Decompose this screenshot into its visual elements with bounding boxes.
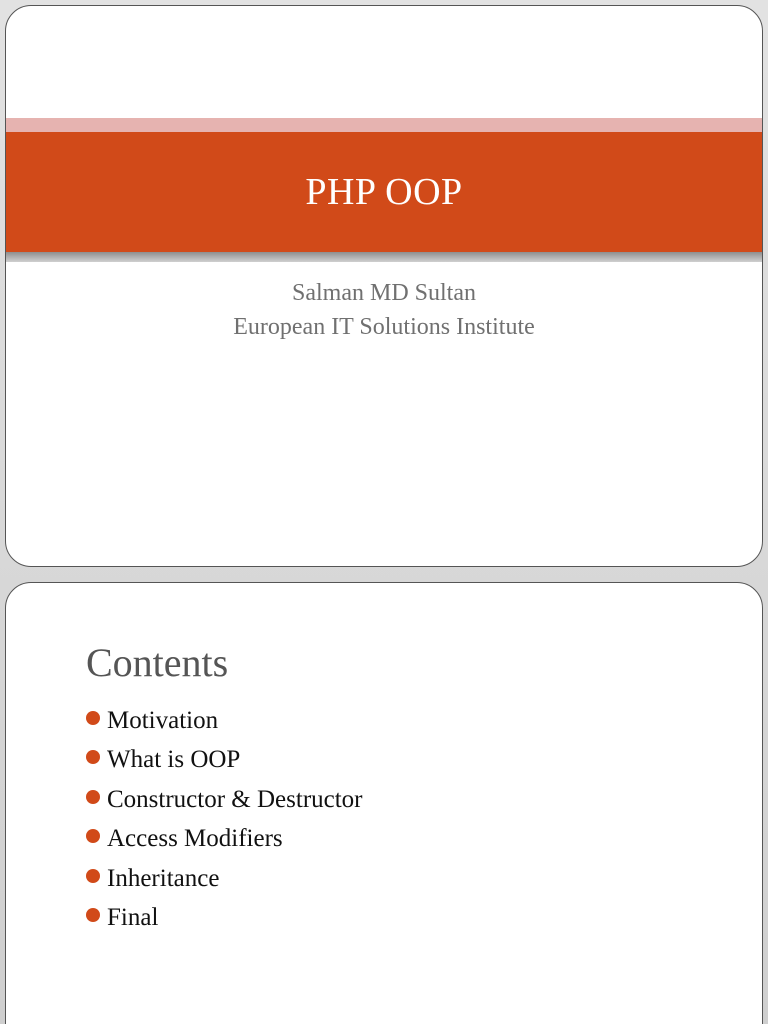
bullet-icon: [86, 750, 100, 764]
bullet-icon: [86, 790, 100, 804]
slide-subtitle: [6, 276, 762, 344]
list-item: [86, 899, 363, 939]
bullet-icon: [86, 908, 100, 922]
contents-list: [86, 701, 363, 938]
author-name: Salman MD Sultan: [292, 280, 476, 306]
list-item-label: Access Modifiers: [107, 825, 283, 853]
list-item-label: Constructor & Destructor: [107, 785, 363, 813]
list-item-label: Final: [107, 904, 159, 932]
bullet-icon: [86, 869, 100, 883]
list-item: [86, 859, 363, 899]
title-band-shadow: [6, 252, 762, 262]
title-band: [6, 132, 762, 252]
title-band-highlight: [6, 118, 762, 132]
list-item-label: What is OOP: [107, 746, 241, 774]
bullet-icon: [86, 829, 100, 843]
list-item-label: Motivation: [107, 706, 219, 734]
bullet-icon: [86, 711, 100, 725]
contents-heading: Contents: [86, 640, 229, 685]
title-slide: [5, 5, 763, 567]
contents-slide: [5, 582, 763, 1024]
slide-title: PHP OOP: [305, 171, 463, 213]
list-item-label: Inheritance: [107, 864, 220, 892]
list-item: [86, 780, 363, 820]
list-item: [86, 820, 363, 860]
list-item: [86, 701, 363, 741]
institute-name: European IT Solutions Institute: [233, 314, 535, 340]
list-item: [86, 741, 363, 781]
